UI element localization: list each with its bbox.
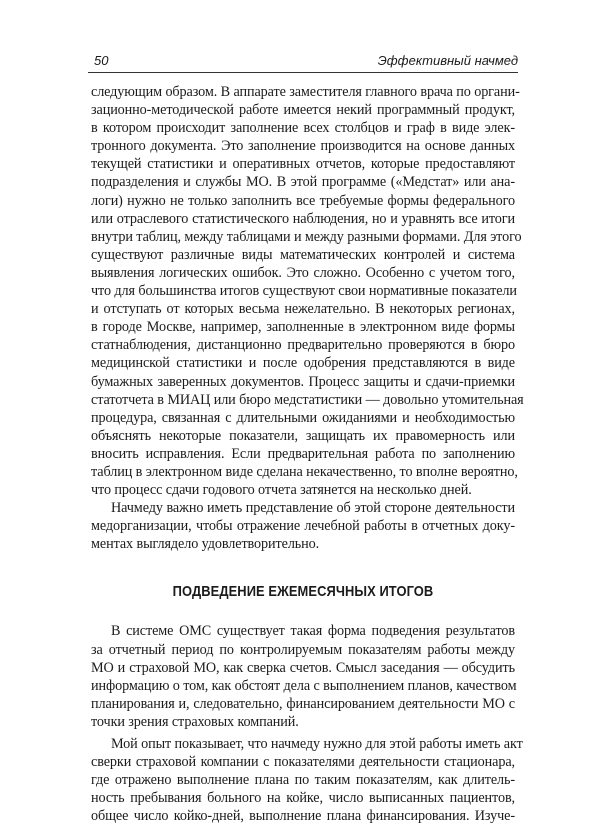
line: объяснять некоторые показатели, защищать их правомерность или — [91, 427, 515, 444]
line: текущей статистики и оперативных отчетов, которые предоставляют — [91, 156, 515, 173]
line: Мой опыт показывает, что начмеду нужно для этой работы иметь акт — [111, 736, 523, 752]
line: МО и страховой МО, как сверка счетов. Смысл заседания — обсудить — [91, 659, 515, 676]
line: в городе Москве, например, заполненные в электронном виде формы — [91, 319, 515, 336]
paragraph-4 — [91, 735, 523, 825]
line: сверки страховой компании с показателями деятельности стационара, — [91, 754, 515, 771]
line: статнаблюдения, дистанционно предварительно проверяются в бюро — [91, 337, 515, 354]
section-heading: ПОДВЕДЕНИЕ ЕЖЕМЕСЯЧНЫХ ИТОГОВ — [172, 583, 434, 601]
line: где отражено выполнение плана по таким показателям, как длитель- — [91, 772, 515, 789]
line: зационно-методической работе имеется некий программный продукт, — [91, 102, 515, 119]
line: планирования и, следовательно, финансированием деятельности МО с — [91, 695, 515, 712]
line: что процесс сдачи годового отчета затянется на несколько дней. — [91, 482, 472, 499]
line: что для большинства итогов существуют свои нормативные показатели — [91, 283, 517, 300]
line: общее число койко-дней, выполнение плана финансирования. Изуче- — [91, 808, 515, 825]
running-title: Эффективный начмед — [377, 53, 518, 68]
line: таблиц в электронном виде сделана некачественно, то вполне вероятно, — [91, 463, 518, 480]
paragraph-2 — [91, 499, 515, 553]
line: процедура, связанная с длительными ожиданиями и необходимостью — [91, 409, 515, 426]
line: точки зрения страховых компаний. — [91, 713, 299, 730]
line: существуют различные виды математических контролей и система — [91, 246, 515, 263]
line: ментах выглядело удовлетворительно. — [91, 536, 320, 553]
line: и отступать от которых весьма нежелательно. В некоторых регионах, — [91, 301, 515, 318]
line: статотчета в МИАЦ или бюро медстатистики — довольно утомительная — [91, 391, 524, 408]
page-header — [88, 50, 518, 74]
header-rule — [88, 72, 518, 73]
line: ность пребывания больного на койке, число выписанных пациентов, — [91, 790, 515, 807]
line: следующим образом. В аппарате заместителя главного врача по органи- — [91, 84, 520, 100]
line: медицинской статистики и после одобрения представляются в виде — [91, 355, 515, 372]
line: бумажных заверенных документов. Процесс защиты и сдачи-приемки — [91, 373, 515, 390]
line: В системе ОМС существует такая форма подведения результатов — [111, 623, 515, 640]
paragraph-3 — [91, 622, 515, 731]
line: медорганизации, чтобы отражение лечебной работы в отчетных доку- — [91, 518, 515, 535]
paragraph-1 — [91, 83, 524, 499]
line: внутри таблиц, между таблицами и между разными формами. Для этого — [91, 228, 522, 245]
line: выявления логических ошибок. Это сложно. Особенно с учетом того, — [91, 264, 515, 281]
line: за отчетный период по контролируемым показателям работы между — [91, 641, 515, 658]
line: тронного документа. Это заполнение производится на основе данных — [91, 138, 515, 155]
line: информацию о том, как обстоят дела с выполнением планов, качеством — [91, 677, 517, 694]
page-number: 50 — [94, 53, 109, 68]
line: или отраслевого статистического наблюдения, но и уравнять все итоги — [91, 210, 515, 227]
line: логи) нужно не только заполнить все требуемые формы федерального — [91, 192, 515, 209]
line: в котором происходит заполнение всех столбцов и граф в виде элек- — [91, 120, 515, 137]
line: Начмеду важно иметь представление об этой стороне деятельности — [111, 500, 515, 517]
line: вносить исправления. Если предварительная работа по заполнению — [91, 445, 515, 462]
line: подразделения и службы МО. В этой программе («Медстат» или ана- — [91, 174, 515, 191]
page-body — [91, 83, 524, 825]
